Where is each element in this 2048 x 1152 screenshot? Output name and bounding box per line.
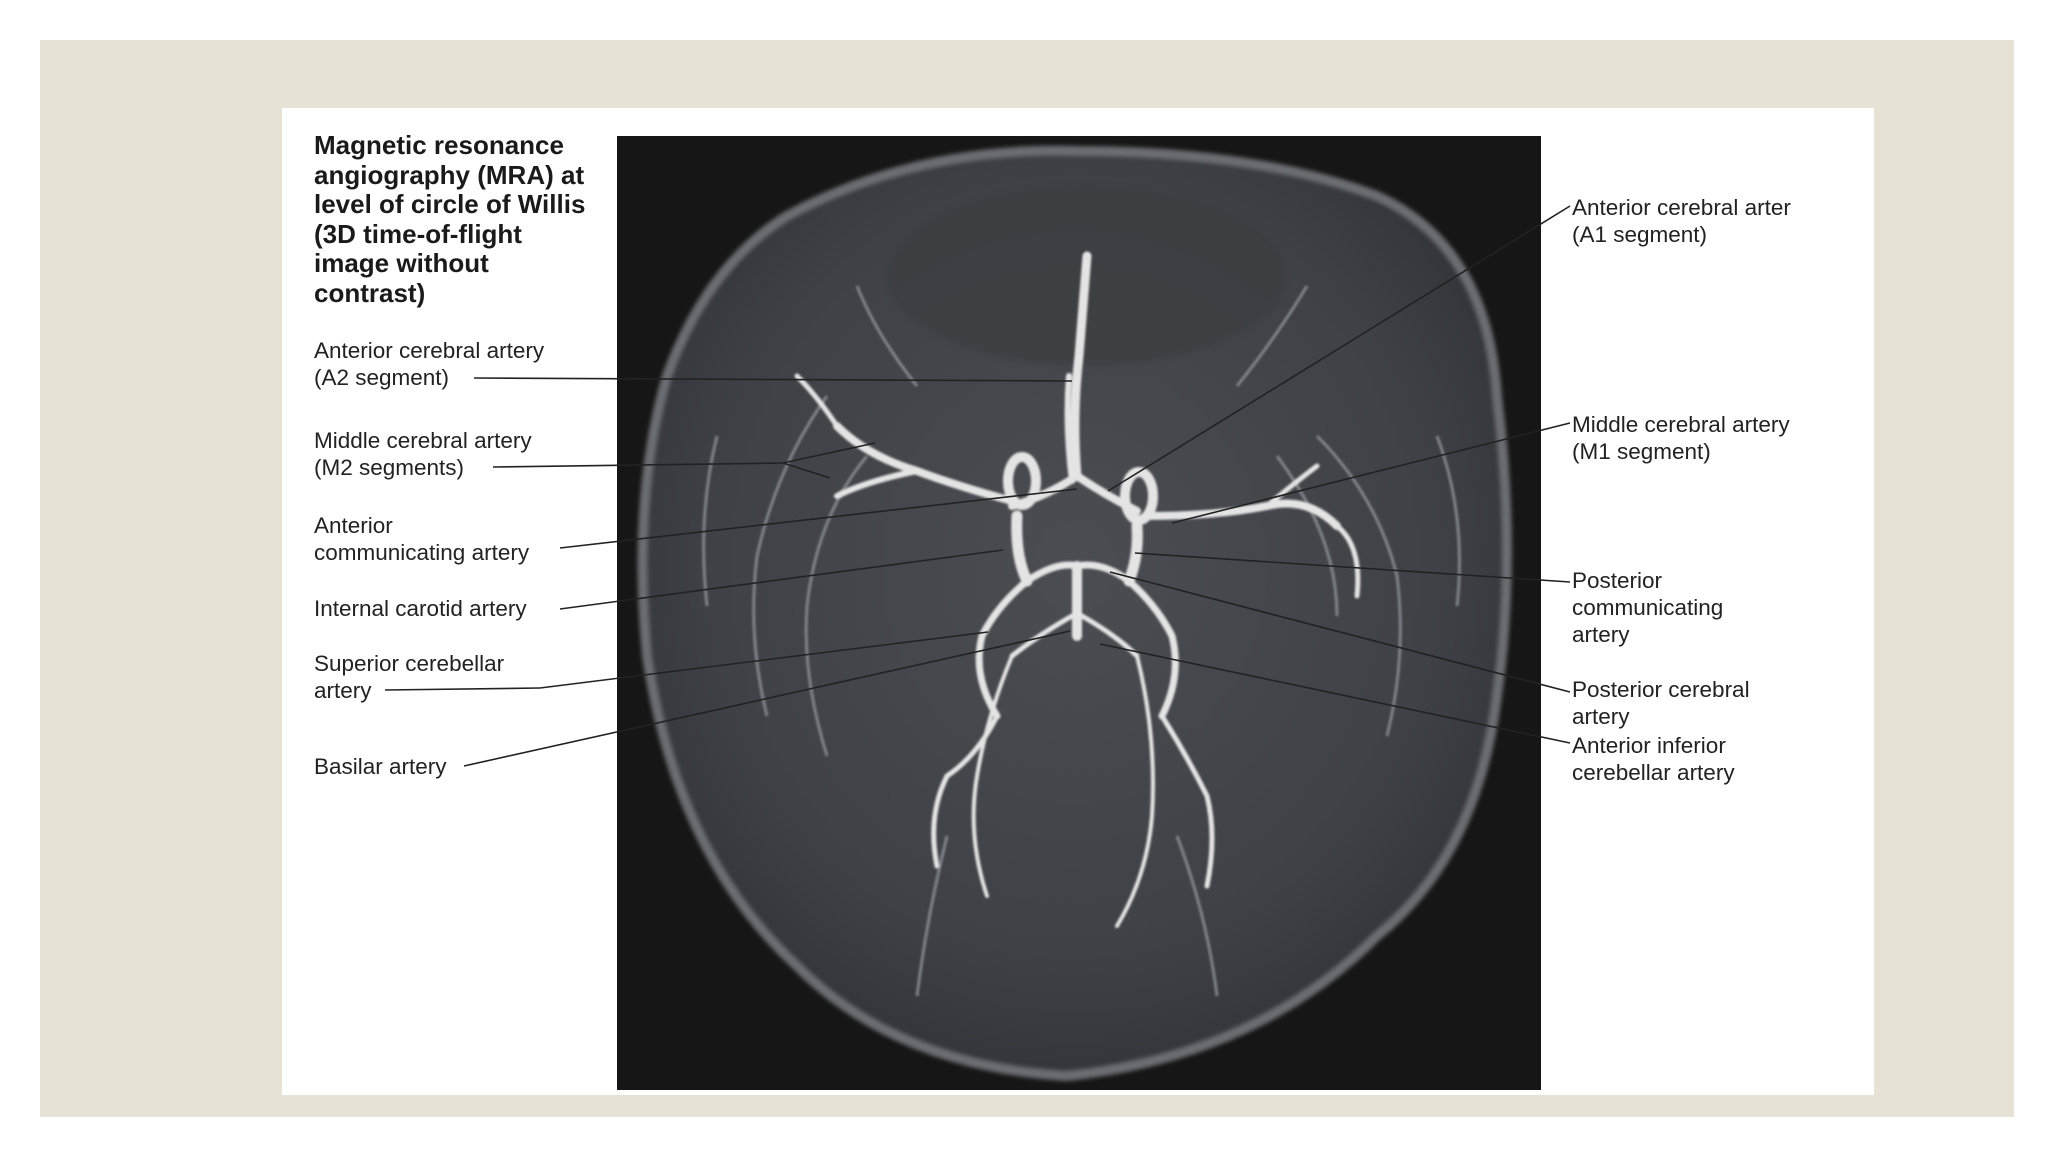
label-posterior-cerebral-artery: Posterior cerebral artery — [1572, 677, 1750, 729]
label-middle-cerebral-artery-m2: Middle cerebral artery (M2 segments) — [314, 428, 532, 480]
label-basilar-artery: Basilar artery — [314, 754, 447, 779]
label-anterior-cerebral-artery-a1: Anterior cerebral arter (A1 segment) — [1572, 195, 1791, 247]
label-anterior-inferior-cerebellar-artery: Anterior inferior cerebellar artery — [1572, 733, 1735, 785]
figure-title: Magnetic resonance angiography (MRA) at level of circle of Willis (3D time-of-flight image without contrast) — [314, 130, 586, 308]
label-internal-carotid-artery: Internal carotid artery — [314, 596, 527, 621]
mra-image — [617, 136, 1541, 1090]
label-posterior-communicating-artery: Posterior communicating artery — [1572, 568, 1724, 647]
label-middle-cerebral-artery-m1: Middle cerebral artery (M1 segment) — [1572, 412, 1790, 464]
label-anterior-communicating-artery: Anterior communicating artery — [314, 513, 530, 565]
label-anterior-cerebral-artery-a2: Anterior cerebral artery (A2 segment) — [314, 338, 545, 390]
label-superior-cerebellar-artery: Superior cerebellar artery — [314, 651, 505, 703]
